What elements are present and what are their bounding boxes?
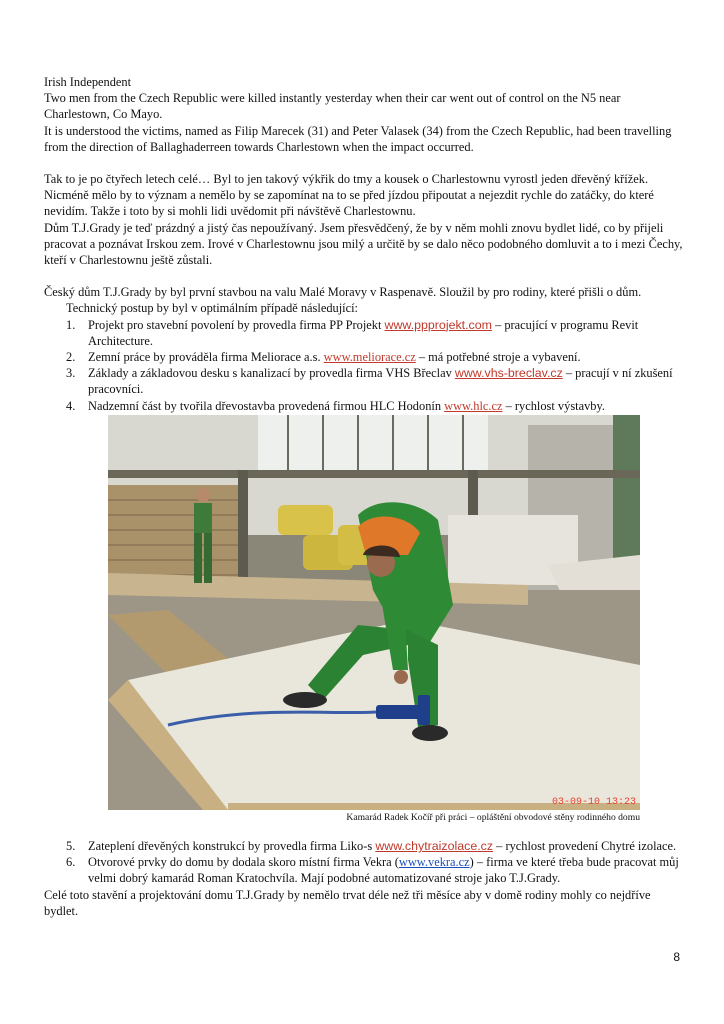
lower-text <box>44 838 684 919</box>
czech-paragraph-1: Tak to je po čtyřech letech celé… Byl to jen takový výkřik do tmy a kousek o Charlestownu vyrostl jeden dřevěný křížek. Nicméně mělo by to význam a nemělo by se zapomínat na to se před jízdou připoutat a nejezdit rychle do zatáčky, do které nevidím. Takže i toto by si mohli lidi uvědomit při návštěvě Charlestownu. <box>44 172 654 219</box>
procedure-list-2 <box>44 838 684 887</box>
photo-caption: Kamarád Radek Kočíř při práci – opláštění obvodové stěny rodinného domu <box>346 812 640 823</box>
meliorace-link[interactable]: www.meliorace.cz <box>323 350 416 365</box>
english-paragraph-1: Two men from the Czech Republic were killed instantly yesterday when their car went out of control on the N5 near Charlestown, Co Mayo. <box>44 91 621 122</box>
list-item: 1. Projekt pro stavební povolení by provedla firma PP Projekt www.ppprojekt.com – pracující v programu Revit Architecture. <box>66 317 639 348</box>
chytraizolace-link[interactable]: www.chytraizolace.cz <box>375 839 494 853</box>
vhs-breclav-link[interactable]: www.vhs-breclav.cz <box>454 366 563 381</box>
czech-paragraph-2: Dům T.J.Grady je teď prázdný a jistý čas nepoužívaný. Jsem přesvědčený, že by v něm mohli znovu bydlet lidé, co by přijeli pracovat a poznávat Irskou zem. Irové v Charlestownu jsou milý a určitě by se dalo něco podobného domluvit a to i mezi Čechy, kteří v Charlestownu ještě zůstali. <box>44 220 683 268</box>
page-number: 8 <box>673 950 680 964</box>
list-item: 5. Zateplení dřevěných konstrukcí by provedla firma Liko-s www.chytraizolace.cz – rychlost provedení Chytré izolace. <box>66 839 677 853</box>
procedure-list-1 <box>44 317 684 414</box>
list-item: 6. Otvorové prvky do domu by dodala skoro místní firma Vekra (www.vekra.cz) – firma ve které třeba bude pracovat můj velmi dobrý kamarád Roman Kratochvíla. Mají podobné automatizované stroje jako T.J.Grady. <box>66 855 679 886</box>
english-paragraph-2: It is understood the victims, named as Filip Marecek (31) and Peter Valasek (34) from the Czech Republic, had been travelling from the direction of Ballaghaderreen towards Charlestown when the impact occurred. <box>44 123 672 154</box>
ppprojekt-link[interactable]: www.ppprojekt.com <box>384 317 492 332</box>
workshop-photo <box>108 415 640 810</box>
upper-text <box>44 74 684 414</box>
czech-paragraph-3: Český dům T.J.Grady by byl první stavbou na valu Malé Moravy v Raspenavě. Sloužil by pro rodiny, které přišli o dům. <box>44 285 642 300</box>
closing-paragraph: Celé toto stavění a projektování domu T.J.Grady by nemělo trvat déle než tři měsíce aby v domě rodiny mohly co nejdříve bydlet. <box>44 887 651 918</box>
list-item: 4. Nadzemní část by tvořila dřevostavba provedená firmou HLC Hodonín www.hlc.cz – rychlost výstavby. <box>66 398 605 413</box>
photo-timestamp: 03-09-10 13:23 <box>551 797 636 808</box>
worker-stapling-panel-image <box>108 415 640 810</box>
list-item: 3. Základy a základovou desku s kanalizací by provedla firma VHS Břeclav www.vhs-breclav.cz – pracují v ní zkušení pracovníci. <box>66 366 673 397</box>
source-line: Irish Independent <box>44 75 132 89</box>
list-item: 2. Zemní práce by prováděla firma Meliorace a.s. www.meliorace.cz – má potřebné stroje a vybavení. <box>66 350 581 365</box>
vekra-link[interactable]: www.vekra.cz <box>398 855 470 870</box>
hlc-link[interactable]: www.hlc.cz <box>444 398 503 413</box>
czech-paragraph-4: Technický postup by byl v optimálním případě následující: <box>66 301 358 316</box>
